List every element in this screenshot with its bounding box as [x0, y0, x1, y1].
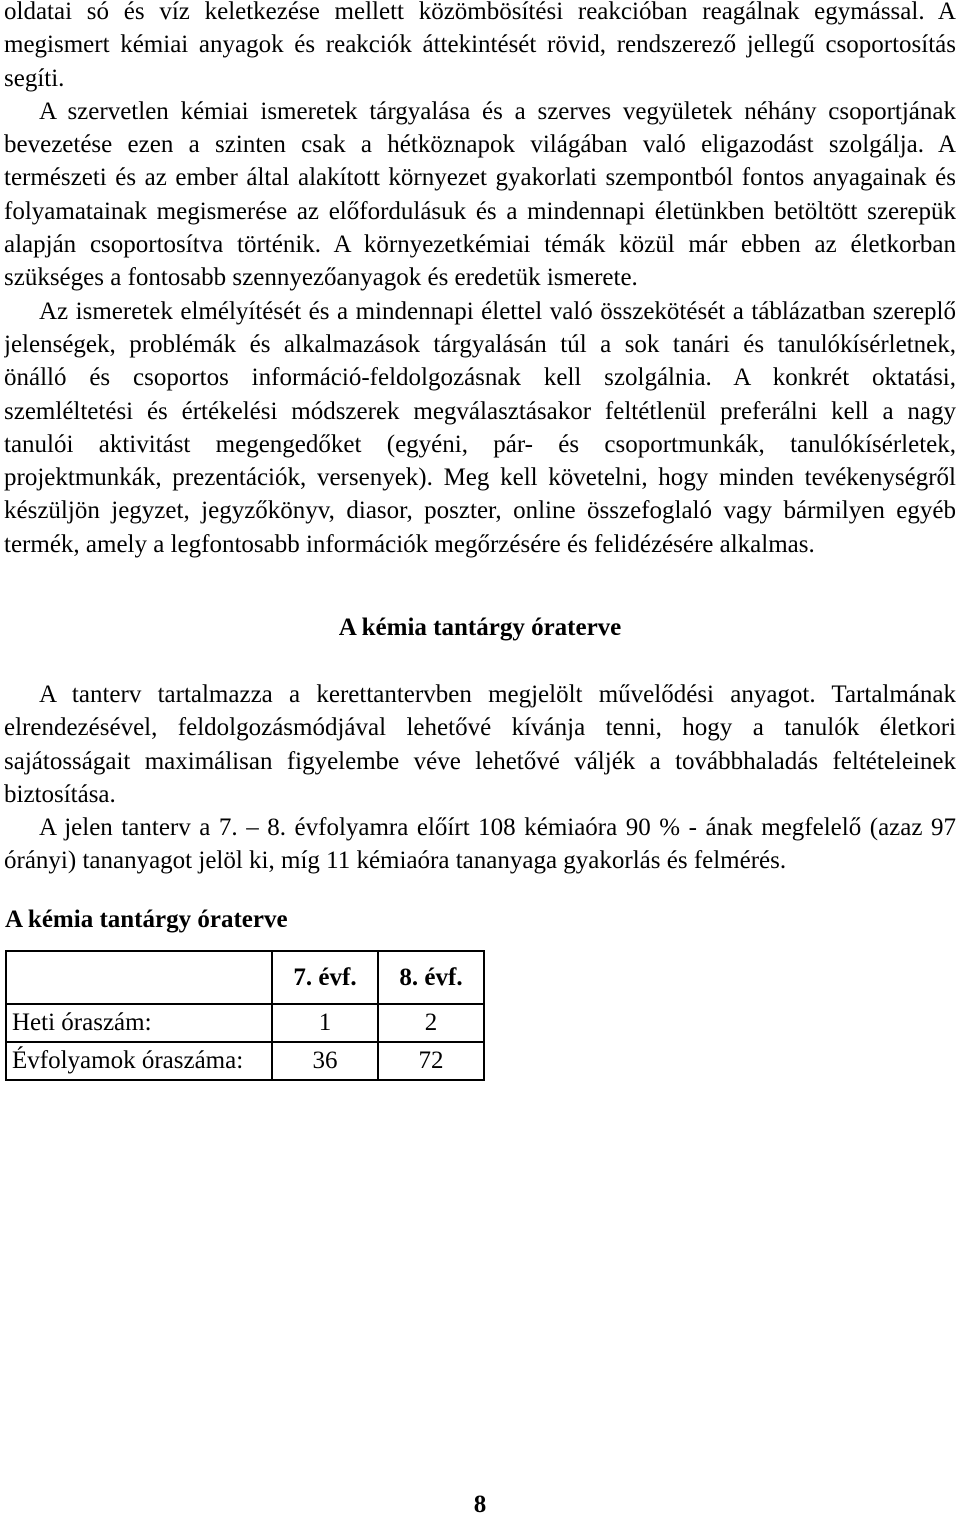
table-cell: 1 — [272, 1004, 378, 1042]
text-line: önálló és csoportos információ-feldolgozásnak kell szolgálnia. A konkrét oktatási, — [4, 364, 956, 392]
paragraph — [4, 295, 956, 561]
table-row-label: Évfolyamok óraszáma: — [6, 1042, 272, 1080]
table-row — [6, 1004, 484, 1042]
text-line: segíti. — [4, 64, 65, 92]
text-line: A tanterv tartalmazza a kerettantervben megjelölt művelődési anyagot. Tartalmának — [39, 681, 956, 708]
body-text-section-1 — [4, 0, 956, 561]
text-line: Az ismeretek elmélyítését és a mindennapi élettel való összekötését a táblázatban szereplő — [39, 297, 956, 325]
lesson-plan-table — [5, 950, 485, 1081]
text-line: biztosítása. — [4, 780, 116, 808]
table-cell: 36 — [272, 1042, 378, 1080]
paragraph — [4, 0, 956, 95]
text-line: projektmunkák, prezentációk, versenyek). Meg kell követelni, hogy minden tevékenységről — [4, 464, 956, 492]
text-line: jelenségek, problémák és alkalmazások tárgyalásán túl a sok tanári és tanulókísérletnek, — [4, 330, 956, 358]
table-header-cell-grade-7: 7. évf. — [272, 951, 378, 1004]
table-cell: 72 — [378, 1042, 484, 1080]
text-line: folyamatainak megismerése az előfordulásuk és a mindennapi életünkben betöltött szerepük — [4, 197, 956, 225]
body-text-section-2 — [4, 678, 956, 878]
paragraph — [4, 678, 956, 811]
text-line: készüljön jegyzet, jegyzőkönyv, diasor, poszter, online összefoglaló vagy bármilyen egyéb — [4, 497, 956, 525]
text-line: alapján csoportosítva történik. A környezetkémiai témák közül már ebben az életkorban — [4, 231, 956, 259]
table-row — [6, 1042, 484, 1080]
text-line: A jelen tanterv a 7. – 8. évfolyamra előírt 108 kémiaóra 90 % - ának megfelelő (azaz 97 — [39, 814, 956, 842]
text-line: A szervetlen kémiai ismeretek tárgyalása és a szerves vegyületek néhány csoportjának — [39, 97, 956, 125]
table-cell: 2 — [378, 1004, 484, 1042]
paragraph — [4, 811, 956, 878]
paragraph — [4, 95, 956, 295]
text-line: megismert kémiai anyagok és reakciók áttekintését rövid, rendszerező jellegű csoportosítás — [4, 31, 956, 59]
text-line: természeti és az ember által alakított környezet gyakorlati szempontból fontos anyagainak és — [4, 164, 956, 192]
table-caption-heading: A kémia tantárgy óraterve — [5, 906, 288, 933]
page-number: 8 — [473, 1491, 487, 1518]
text-line: sajátosságait maximálisan figyelembe véve lehetővé váljék a továbbhaladás feltételeinek — [4, 747, 956, 775]
table-header-cell-empty — [6, 951, 272, 1004]
text-line: termék, amely a legfontosabb információk megőrzésére és felidézésére alkalmas. — [4, 530, 815, 558]
text-line: szemléltetési és értékelési módszerek megválasztásakor feltétlenül preferálni kell a nagy — [4, 397, 956, 425]
text-line: órányi) tananyagot jelöl ki, míg 11 kémiaóra tananyaga gyakorlás és felmérés. — [4, 847, 787, 875]
table-header-row — [6, 951, 484, 1004]
text-line: bevezetése ezen a szinten csak a hétköznapok világában való eligazodást szolgálja. A — [4, 131, 956, 159]
table-row-label: Heti óraszám: — [6, 1004, 272, 1042]
text-line: szükséges a fontosabb szennyezőanyagok és eredetük ismerete. — [4, 264, 638, 292]
text-line: oldatai só és víz keletkezése mellett közömbösítési reakcióban reagálnak egymással. A — [4, 0, 956, 25]
table-header-cell-grade-8: 8. évf. — [378, 951, 484, 1004]
text-line: tanulói aktivitást megengedőket (egyéni, pár- és csoportmunkák, tanulókísérletek, — [4, 430, 956, 458]
text-line: elrendezésével, feldolgozásmódjával lehetővé kívánja tenni, hogy a tanulók életkori — [4, 714, 956, 742]
section-heading: A kémia tantárgy óraterve — [338, 614, 622, 641]
